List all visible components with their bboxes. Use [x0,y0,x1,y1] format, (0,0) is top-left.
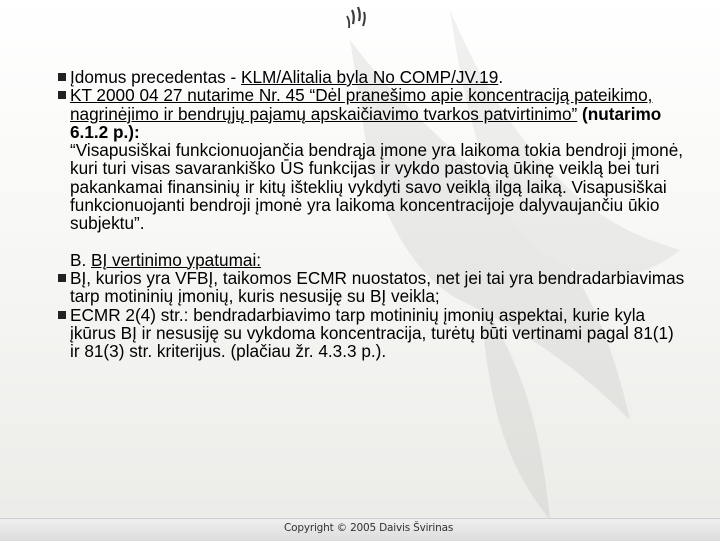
list-item [48,68,688,86]
resolution-quote: “Visapusiškai funkcionuojančia bendrąja įmone yra laikoma tokia bendroji įmonė, kuri turi visas savarankiško ŪS funkcijas ir vykdo pastovią ūkinę veiklą bei turi pakankamai finansinių ir kitų išteklių vykdyti savo veiklą ilgą laiką. Visapusiškai funkcionuojanti bendroji įmonė yra laikoma koncentracijoje dalyvaujančiu ūkio subjektu”. [70,140,684,234]
square-bullet-icon [58,91,66,99]
slide-content [48,68,688,360]
square-bullet-icon [58,274,66,282]
bullet-end: . [498,67,504,87]
section-heading [48,251,688,269]
resolution-title: KT 2000 04 27 nutarime Nr. 45 “Dėl pranešimo apie koncentraciją pateikimo, nagrinėjimo ir bendrųjų pajamų apskaičiavimo tvarkos patvirtinimo” [70,85,653,124]
section-prefix: B. [70,249,92,270]
bullet-text: ECMR 2(4) str.: bendradarbiavimo tarp motininių įmonių aspektai, kurie kyla įkūrus BĮ ir nesusiję su vykdoma koncentracija, turėtų būti vertinami pagal 81(1) ir 81(3) str. kriterijus. (plačiau žr. 4.3.3 p.). [70,304,674,362]
bullet-text: BĮ, kurios yra VFBĮ, taikomos ECMR nuostatos, net jei tai yra bendradarbiavimas tarp motininių įmonių, kuris nesusiję su BĮ veikla; [70,267,685,307]
copyright-text: Copyright © 2005 Daivis Švirinas [284,522,454,534]
bird-logo-icon [338,4,374,34]
square-bullet-icon [58,311,66,319]
square-bullet-icon [58,73,66,81]
bullet-text: Įdomus precedentas - [70,67,242,87]
resolution-reference: (nutarimo 6.1.2 p.): [70,103,662,142]
case-link[interactable]: KLM/Alitalia byla No COMP/JV.19 [241,67,499,87]
section-title: BĮ vertinimo ypatumai: [91,249,262,270]
list-item [48,269,688,306]
list-item [48,306,688,361]
list-item [48,86,688,232]
footer-bar [0,518,720,541]
